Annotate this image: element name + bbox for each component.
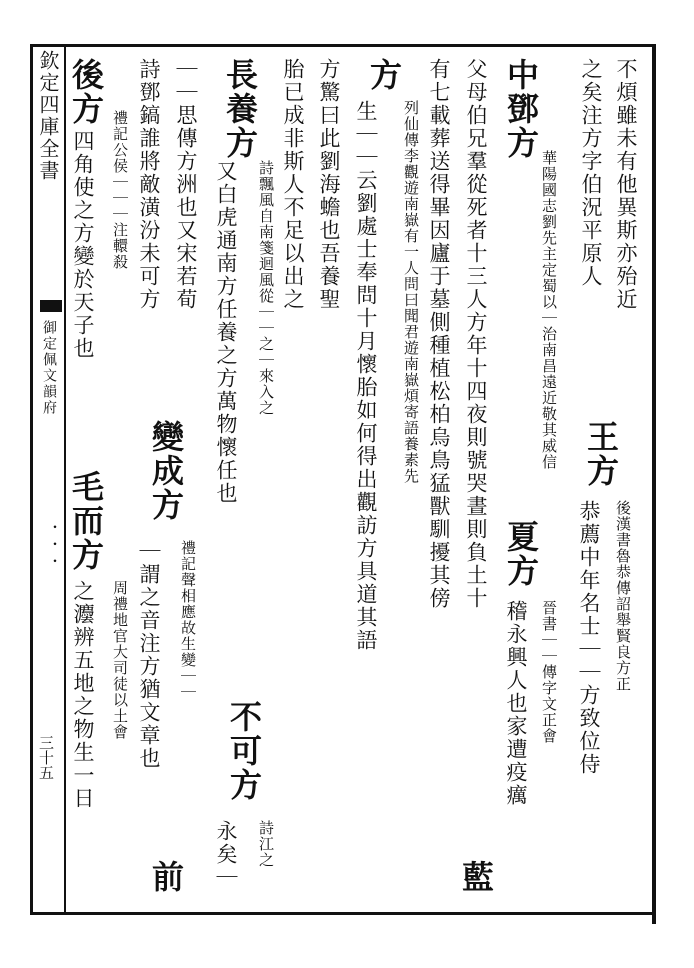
margin-seam-mark — [40, 300, 62, 312]
text-column-5: 有七載葬送得畢因廬于墓側種植松柏烏鳥猛獸馴擾其傍 — [427, 58, 451, 610]
page-frame-right — [652, 44, 656, 924]
headword-wang-fang: 王方 — [582, 420, 620, 488]
page-frame-left — [30, 44, 33, 914]
text-column-7: 生｜｜云劉處士奉問十月懷胎如何得出觀訪方具道其語 — [354, 100, 378, 652]
headword-note-1: 後漢書魯恭傳詔舉賢良方正 — [614, 500, 632, 692]
text-column-10: 詩飄風自南箋迴風從｜｜之｜來入之 — [257, 160, 275, 416]
headword-lan: 藍 — [457, 860, 495, 894]
page-frame-bottom — [30, 912, 656, 915]
margin-book-title: 御定佩文韻府 — [41, 320, 57, 416]
headword-note-3: 詩江之 — [257, 820, 275, 868]
text-column-3: 華陽國志劉先主定蜀以｜治南昌遠近敬其威信 — [540, 150, 558, 470]
headword-cont-4: ｜謂之音注方猶文章也 — [137, 540, 161, 770]
headword-cont-3: 永矣｜ — [214, 820, 238, 889]
text-column-6: 列仙傳李觀遊南嶽有一人問曰聞君遊南嶽煩寄語養素先 — [402, 100, 420, 484]
headword-bu-ke-fang: 不可方 — [225, 700, 263, 802]
text-column-15: 四角使之方變於天子也 — [71, 130, 95, 360]
margin-dots: ・・・ — [46, 520, 62, 571]
headword-cont-2: 稽永興人也家遭疫癘 — [504, 600, 528, 807]
headword-qian: 前 — [147, 860, 185, 894]
page-number: 三十五 — [37, 735, 55, 780]
text-column-11: 又白虎通南方任養之方萬物懷任也 — [214, 160, 238, 505]
text-column-1: 不煩雖未有他異斯亦殆近 — [614, 58, 638, 311]
text-column-17: 之灋辨五地之物生一日 — [71, 580, 95, 810]
text-column-4: 父母伯兄羣從死者十三人方年十四夜則號哭晝則負土十 — [464, 58, 488, 610]
headword-xia-fang: 夏方 — [502, 520, 540, 588]
page-frame-top — [30, 44, 655, 47]
headword-5: 毛而方 — [67, 470, 105, 572]
text-column-16: 周禮地官大司徒以土會 — [111, 580, 129, 740]
text-column-12: ｜｜思傳方洲也又宋若荀 — [174, 58, 198, 311]
headword-cont-1: 恭薦中年名士｜｜方致位侍 — [577, 500, 601, 776]
text-column-8: 方驚曰此劉海蟾也吾養聖 — [317, 58, 341, 311]
headword-1: 中鄧方 — [502, 58, 540, 160]
text-column-13: 詩鄧鎬誰將敵潢汾未可方 — [137, 58, 161, 311]
headword-4: 後方 — [67, 58, 105, 126]
text-column-2: 之矣注方字伯況平原人 — [579, 58, 603, 288]
margin-divider — [64, 44, 66, 914]
headword-2: 方 — [365, 58, 403, 92]
headword-3: 長養方 — [221, 58, 259, 160]
headword-note-4: 禮記聲相應故生變｜｜ — [179, 540, 197, 700]
margin-collection-title: 欽定四庫全書 — [36, 50, 60, 182]
headword-note-2: 晉書｜｜傳字文正會 — [540, 600, 558, 744]
text-column-14: 禮記公侯｜｜｜注轘殺 — [111, 110, 129, 270]
text-column-9: 胎已成非斯人不足以出之 — [281, 58, 305, 311]
headword-bian-cheng-fang: 變成方 — [147, 420, 185, 522]
